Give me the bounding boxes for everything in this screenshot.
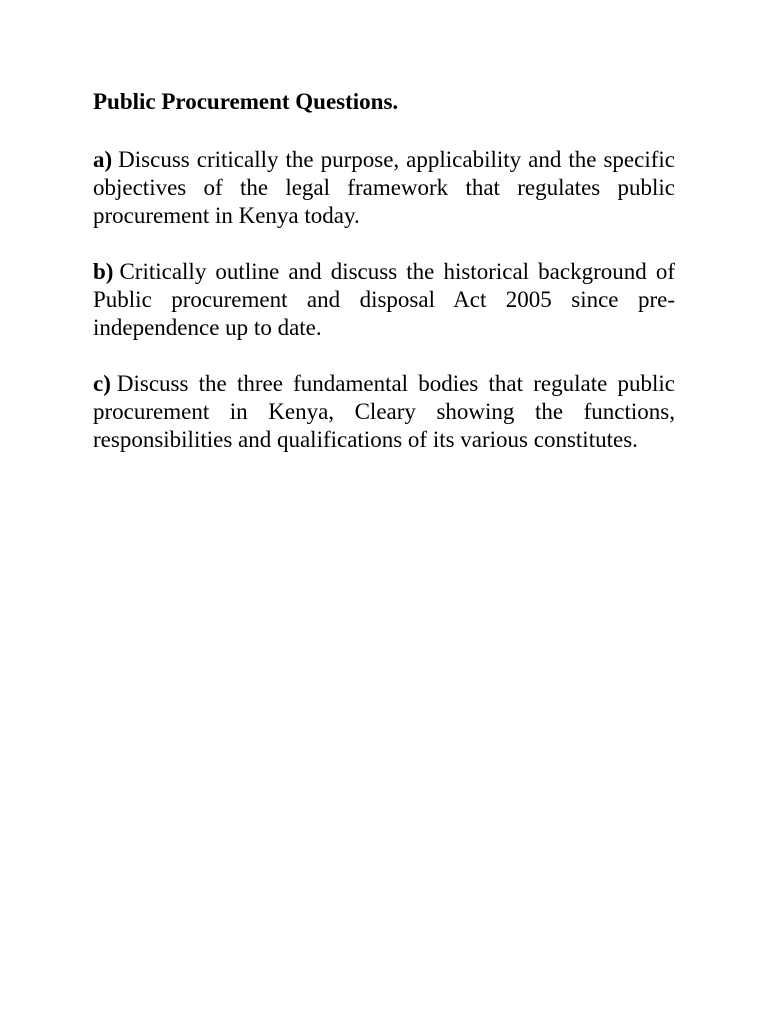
- question-label: c): [93, 371, 111, 396]
- question-text: Discuss critically the purpose, applicability and the specific objectives of the legal framework that regulates public procurement in Kenya today.: [93, 147, 675, 228]
- question-b: [93, 258, 675, 342]
- question-text: Discuss the three fundamental bodies that regulate public procurement in Kenya, Cleary showing the functions, responsibilities and qualifications of its various constitutes.: [93, 371, 675, 452]
- question-label: a): [93, 147, 113, 172]
- question-text: Critically outline and discuss the historical background of Public procurement and disposal Act 2005 since pre-independence up to date.: [93, 259, 675, 340]
- document-title: Public Procurement Questions.: [93, 89, 399, 114]
- question-c: [93, 370, 675, 454]
- document-page: [93, 86, 675, 482]
- question-a: [93, 146, 675, 230]
- question-label: b): [93, 259, 114, 284]
